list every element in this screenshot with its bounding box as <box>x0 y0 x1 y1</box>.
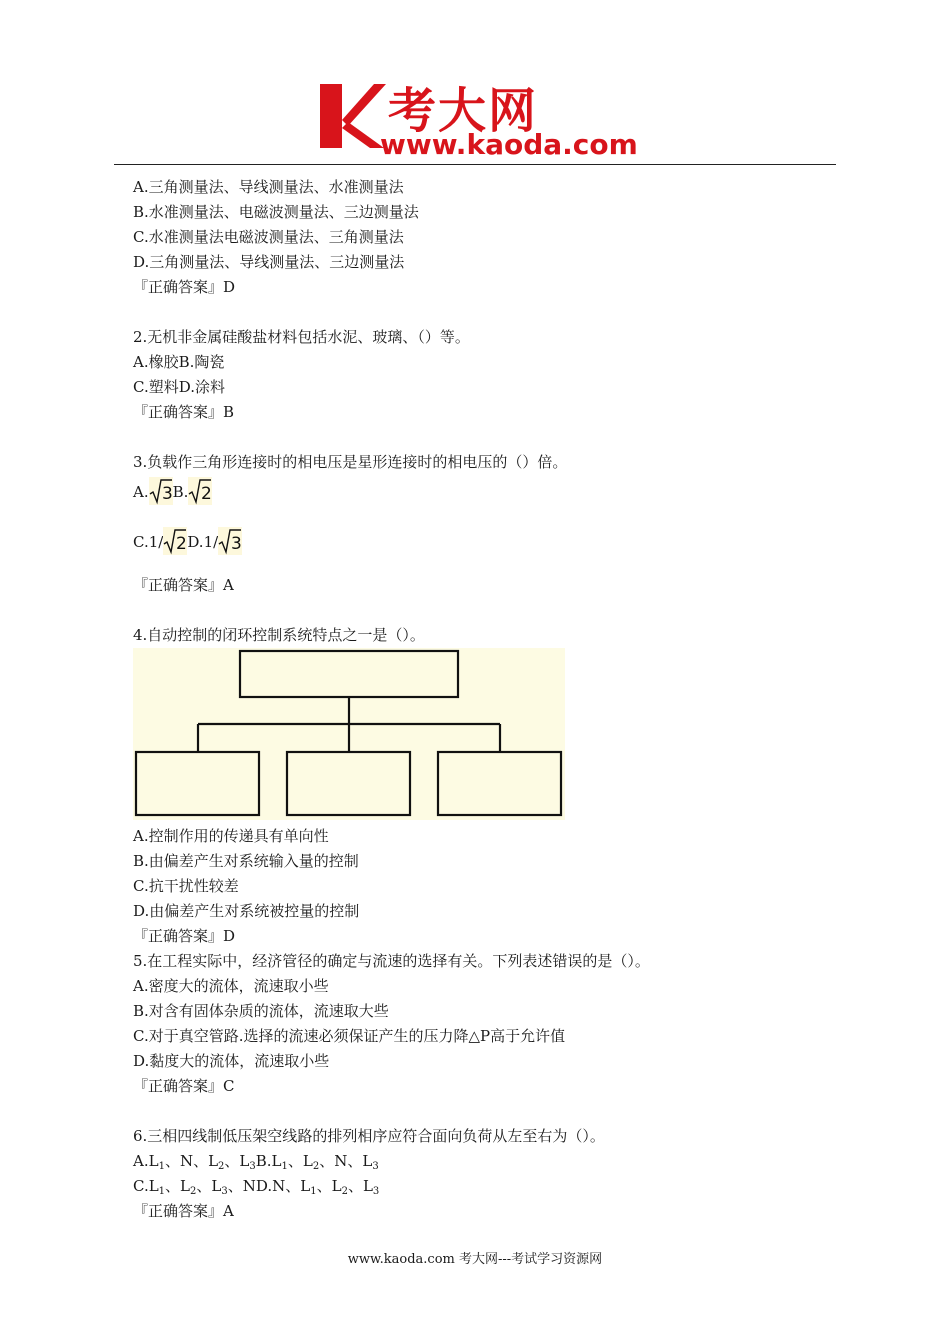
q5-option-d: D.黏度大的流体，流速取小些 <box>133 1052 330 1070</box>
q1-option-d: D.三角测量法、导线测量法、三边测量法 <box>133 253 405 271</box>
q3-option-d-label: D.1/ <box>187 533 219 551</box>
document-body <box>133 175 833 1224</box>
q3-options-ab <box>133 475 833 505</box>
q6-options-ab: $A.L_1$、N、$L_2$、$L_3B.L_1$、$L_2$、N、$L_3$ <box>133 1152 379 1172</box>
q2-answer: 『正确答案』B <box>133 403 235 421</box>
q3-option-c-label: C.1/ <box>133 533 164 551</box>
q3-question: 3.负载作三角形连接时的相电压是星形连接时的相电压的（）倍。 <box>133 453 568 471</box>
svg-text:3: 3 <box>231 534 242 554</box>
svg-text:2: 2 <box>176 534 188 554</box>
q1-option-a: A.三角测量法、导线测量法、水准测量法 <box>133 178 404 196</box>
q4-answer: 『正确答案』D <box>133 927 236 945</box>
q3-option-b-label: B. <box>172 483 189 501</box>
q6-question: 6.三相四线制低压架空线路的排列相序应符合面向负荷从左至右为（）。 <box>133 1127 605 1145</box>
hierarchy-diagram <box>133 648 565 820</box>
svg-text:2: 2 <box>201 484 213 504</box>
sqrt-2-formula-icon <box>163 527 187 555</box>
logo-url-text: www.kaoda.com <box>380 128 638 161</box>
q2-options-cd: C.塑料D.涂料 <box>133 378 225 396</box>
q1-option-b: B.水准测量法、电磁波测量法、三边测量法 <box>133 203 419 221</box>
kaoda-logo-icon <box>318 80 386 152</box>
q3-answer: 『正确答案』A <box>133 576 234 594</box>
q3-option-a-label: A. <box>133 483 149 501</box>
q5-question: 5.在工程实际中，经济管径的确定与流速的选择有关。下列表述错误的是（）。 <box>133 952 650 970</box>
q4-question: 4.自动控制的闭环控制系统特点之一是（）。 <box>133 626 425 644</box>
q4-option-d: D.由偏差产生对系统被控量的控制 <box>133 902 360 920</box>
q4-option-c: C.抗干扰性较差 <box>133 877 239 895</box>
q3-options-cd <box>133 505 833 555</box>
q5-answer: 『正确答案』C <box>133 1077 235 1095</box>
q1-answer: 『正确答案』D <box>133 278 236 296</box>
q5-option-c: C.对于真空管路.选择的流速必须保证产生的压力降△P高于允许值 <box>133 1027 566 1045</box>
q4-option-b: B.由偏差产生对系统输入量的控制 <box>133 852 359 870</box>
logo-chinese-text: 考大网 <box>388 83 539 139</box>
sqrt-3-formula-icon <box>149 477 173 505</box>
header-divider <box>114 164 836 165</box>
q2-question: 2.无机非金属硅酸盐材料包括水泥、玻璃、（）等。 <box>133 328 470 346</box>
q2-options-ab: A.橡胶B.陶瓷 <box>133 353 225 371</box>
q5-option-b: B.对含有固体杂质的流体，流速取大些 <box>133 1002 389 1020</box>
q6-options-cd: $C.L_1$、$L_2$、$L_3$、ND.N、$L_1$、$L_2$、$L_3$ <box>133 1177 380 1197</box>
sqrt-3-formula-icon <box>218 527 242 555</box>
q1-option-c: C.水准测量法电磁波测量法、三角测量法 <box>133 228 404 246</box>
page-header <box>0 0 950 170</box>
q6-answer: 『正确答案』A <box>133 1202 234 1220</box>
page-footer: www.kaoda.com 考大网---考试学习资源网 <box>347 1252 603 1267</box>
sqrt-2-formula-icon <box>188 477 212 505</box>
q4-option-a: A.控制作用的传递具有单向性 <box>133 827 329 845</box>
q5-option-a: A.密度大的流体，流速取小些 <box>133 977 329 995</box>
svg-text:3: 3 <box>161 484 173 504</box>
